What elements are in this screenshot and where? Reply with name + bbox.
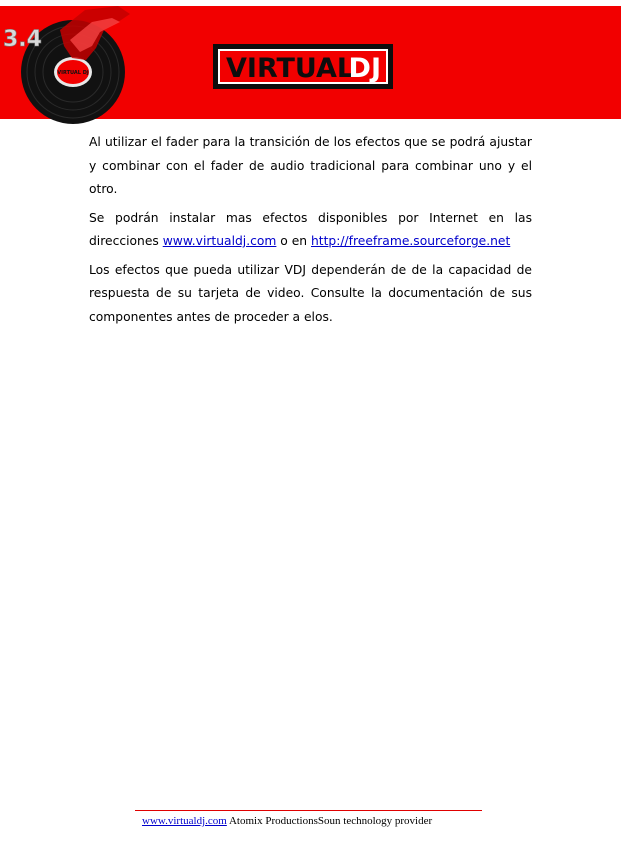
p2-text-before: Se podrán instalar mas efectos disponibles por Internet en las direcciones [89, 210, 532, 248]
vinyl-record-icon [0, 0, 140, 125]
brand-virtual: VIRTUAL [226, 53, 355, 84]
virtualdj-link[interactable]: www.virtualdj.com [162, 234, 277, 248]
brand-dj: DJ [348, 53, 381, 84]
paragraph-fader: Al utilizar el fader para la transición de los efectos que se podrá ajustar y combinar con el fader de audio tradicional para combinar uno y el otro. [89, 135, 532, 196]
record-label: VIRTUAL DJ [57, 70, 89, 76]
document-body [89, 131, 532, 334]
version-badge: 3.4 [3, 27, 42, 52]
footer-divider [135, 810, 482, 811]
logo-inner [218, 49, 388, 84]
paragraph-video-card: Los efectos que pueda utilizar VDJ dependerán de de la capacidad de respuesta de su tarjeta de video. Consulte la documentación de sus componentes antes de proceder a elos. [89, 262, 532, 324]
virtual-dj-logo [213, 44, 393, 89]
p2-text-middle: o en [276, 234, 311, 248]
footer-text: Atomix ProductionsSoun technology provider [226, 815, 433, 827]
footer [142, 815, 502, 827]
freeframe-link[interactable]: http://freeframe.sourceforge.net [311, 234, 511, 248]
footer-link[interactable]: www.virtualdj.com [142, 815, 227, 827]
paragraph-effects-internet [89, 207, 532, 254]
